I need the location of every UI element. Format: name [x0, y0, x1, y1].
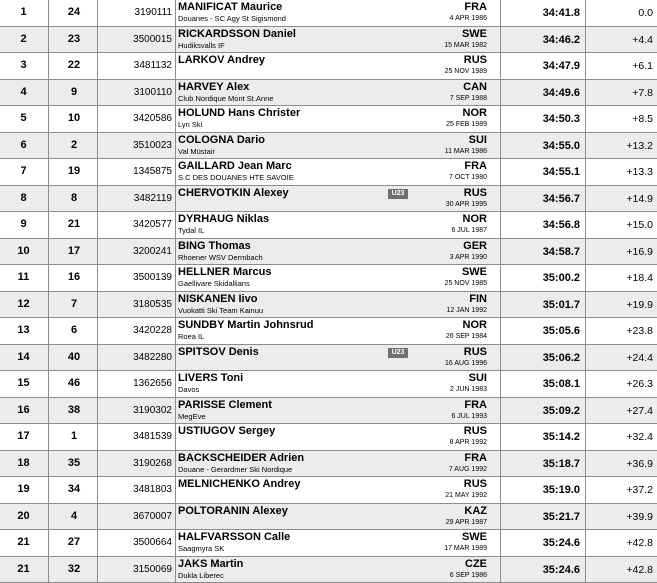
fis-code-cell: 3481539: [133, 431, 172, 442]
finish-time: 34:55.1: [542, 166, 580, 178]
nation-code: RUS: [463, 425, 487, 437]
bib-cell: 7: [70, 297, 78, 310]
bib-cell: 4: [70, 509, 78, 522]
fis-code-cell: 3670007: [133, 510, 172, 522]
finish-time: 35:06.2: [542, 351, 580, 364]
nation-code: FRA: [464, 160, 487, 172]
birth-date: 7 OCT 1980: [448, 174, 487, 181]
time-behind: +32.4: [626, 431, 653, 443]
rank-cell: 20: [17, 509, 30, 522]
birth-date: 3 APR 1990: [449, 253, 487, 261]
fis-code-cell: 3510023: [133, 139, 172, 151]
athlete-name: POLTORANIN Alexey: [178, 504, 288, 517]
birth-date: 30 APR 1995: [445, 200, 487, 208]
time-behind: +13.3: [626, 166, 653, 178]
birth-date: 8 APR 1992: [449, 439, 487, 446]
rank-cell: 7: [20, 165, 27, 177]
birth-date: 25 NOV 1989: [444, 68, 487, 75]
birth-date: 6 SEP 1986: [449, 571, 487, 579]
fis-code-cell: 1362656: [133, 378, 172, 389]
finish-time: 35:21.7: [542, 510, 580, 523]
finish-time: 35:24.6: [542, 537, 580, 549]
finish-time: 35:18.7: [542, 457, 580, 470]
birth-date: 16 AUG 1996: [444, 359, 487, 367]
bib-cell: 32: [67, 562, 81, 575]
birth-date: 25 FEB 1989: [446, 121, 487, 128]
nation-code: CAN: [463, 80, 487, 93]
u23-badge: U23: [388, 348, 408, 358]
bib-cell: 10: [67, 112, 81, 124]
table-row: [0, 80, 657, 107]
nation-code: GER: [463, 239, 487, 252]
nation-code: KAZ: [464, 504, 487, 517]
nation-code: NOR: [462, 107, 487, 119]
rank-cell: 13: [17, 324, 30, 336]
nation-code: RUS: [463, 345, 487, 358]
birth-date: 26 SEP 1984: [445, 333, 487, 340]
rank-cell: 14: [17, 350, 30, 363]
birth-date: 12 JAN 1992: [446, 306, 487, 314]
rank-cell: 4: [20, 85, 27, 98]
athlete-name: USTIUGOV Sergey: [178, 425, 276, 437]
column-divider: [500, 0, 501, 583]
bib-cell: 40: [67, 350, 81, 363]
birth-date: 15 MAR 1982: [444, 41, 487, 49]
club-name: Rhoener WSV Dermbach: [178, 252, 263, 262]
nation-code: SWE: [461, 27, 487, 40]
fis-code-cell: 3420228: [133, 325, 172, 336]
finish-time: 34:47.9: [542, 60, 580, 72]
club-name: Gaellivare Skidallians: [178, 279, 250, 288]
finish-time: 34:55.0: [542, 139, 580, 152]
table-row: [0, 504, 657, 531]
rank-cell: 16: [17, 403, 30, 416]
table-row: [0, 53, 657, 80]
table-row: [0, 530, 657, 557]
fis-code-cell: 3481803: [133, 484, 172, 495]
club-name: Douane - Gerardmer Ski Nordique: [178, 464, 293, 474]
athlete-name: HALFVARSSON Calle: [178, 531, 291, 543]
table-row: [0, 318, 657, 345]
rank-cell: 10: [17, 244, 30, 257]
rank-cell: 8: [20, 191, 27, 204]
rank-cell: 17: [17, 430, 30, 442]
fis-code-cell: 3100110: [133, 86, 172, 98]
time-behind: +8.5: [632, 113, 653, 125]
fis-code-cell: 3482280: [133, 351, 172, 363]
u23-badge: U23: [388, 189, 408, 199]
fis-code-cell: 3200241: [133, 245, 172, 257]
table-row: [0, 557, 657, 583]
finish-time: 35:05.6: [542, 325, 580, 337]
table-row: [0, 424, 657, 451]
nation-code: RUS: [463, 478, 487, 490]
bib-cell: 8: [70, 191, 78, 204]
bib-cell: 23: [67, 32, 81, 45]
athlete-name: RICKARDSSON Daniel: [178, 27, 296, 40]
time-behind: +27.4: [626, 404, 653, 417]
athlete-name: BACKSCHEIDER Adrien: [178, 451, 305, 464]
athlete-name: LIVERS Toni: [178, 372, 244, 384]
time-behind: +39.9: [626, 510, 653, 523]
birth-date: 7 AUG 1992: [448, 465, 487, 473]
finish-time: 34:56.8: [542, 219, 580, 231]
column-divider: [97, 0, 98, 583]
athlete-name: SPITSOV Denis: [178, 345, 259, 358]
birth-date: 4 APR 1986: [449, 15, 487, 22]
club-name: S.C DES DOUANES HTE SAVOIE: [178, 173, 294, 182]
nation-code: SUI: [468, 372, 487, 384]
table-row: [0, 398, 657, 425]
club-name: Roea IL: [178, 332, 205, 341]
nation-code: FRA: [464, 398, 487, 411]
club-name: Hudiksvalls IF: [178, 40, 225, 50]
rank-cell: 19: [17, 483, 30, 495]
birth-date: 2 JUN 1983: [450, 386, 487, 393]
athlete-name: NISKANEN Iivo: [178, 292, 258, 305]
table-row: [0, 371, 657, 398]
finish-time: 35:24.6: [542, 563, 580, 576]
fis-code-cell: 1345875: [133, 166, 172, 177]
nation-code: RUS: [463, 186, 487, 199]
finish-time: 34:41.8: [542, 7, 580, 19]
fis-code-cell: 3420586: [133, 113, 172, 124]
rank-cell: 15: [17, 377, 30, 389]
time-behind: +37.2: [626, 484, 653, 496]
bib-cell: 19: [67, 165, 81, 177]
finish-time: 34:49.6: [542, 86, 580, 99]
bib-cell: 1: [70, 430, 78, 442]
table-row: [0, 345, 657, 372]
time-behind: +16.9: [626, 245, 653, 258]
athlete-name: MELNICHENKO Andrey: [178, 478, 301, 490]
table-row: [0, 27, 657, 54]
time-behind: +26.3: [626, 378, 653, 390]
nation-code: SWE: [461, 266, 487, 278]
athlete-name: COLOGNA Dario: [178, 133, 265, 146]
nation-code: FIN: [469, 292, 487, 305]
finish-time: 35:01.7: [542, 298, 580, 311]
finish-time: 35:00.2: [542, 272, 580, 284]
time-behind: +24.4: [626, 351, 653, 364]
rank-cell: 21: [17, 562, 30, 575]
rank-cell: 6: [20, 138, 27, 151]
athlete-name: JAKS Martin: [178, 557, 244, 570]
table-row: [0, 0, 657, 27]
table-row: [0, 477, 657, 504]
table-row: [0, 186, 657, 213]
column-divider: [48, 0, 49, 583]
bib-cell: 27: [67, 536, 81, 548]
bib-cell: 46: [67, 377, 81, 389]
time-behind: +23.8: [626, 325, 653, 337]
bib-cell: 6: [70, 324, 78, 336]
club-name: Douanes - SC Agy St Sigismond: [178, 14, 286, 23]
fis-code-cell: 3190302: [133, 404, 172, 416]
rank-cell: 9: [20, 218, 27, 230]
rank-cell: 5: [20, 112, 27, 124]
nation-code: NOR: [462, 213, 487, 225]
club-name: Val Müstair: [178, 146, 215, 156]
athlete-name: HOLUND Hans Christer: [178, 107, 301, 119]
club-name: Davos: [178, 385, 200, 394]
birth-date: 11 MAR 1986: [444, 147, 487, 155]
table-row: [0, 451, 657, 478]
time-behind: 0.0: [638, 7, 653, 19]
bib-cell: 22: [67, 59, 81, 71]
nation-code: FRA: [464, 1, 487, 13]
fis-code-cell: 3420577: [133, 219, 172, 230]
athlete-name: PARISSE Clement: [178, 398, 272, 411]
bib-cell: 16: [67, 271, 81, 283]
fis-code-cell: 3190268: [133, 457, 172, 469]
fis-code-cell: 3481132: [133, 60, 172, 71]
time-behind: +19.9: [626, 298, 653, 311]
table-row: [0, 265, 657, 292]
athlete-name: BING Thomas: [178, 239, 251, 252]
bib-cell: 24: [67, 6, 81, 18]
table-row: [0, 212, 657, 239]
nation-code: CZE: [465, 557, 487, 570]
bib-cell: 9: [70, 85, 78, 98]
time-behind: +7.8: [632, 86, 653, 99]
table-row: [0, 239, 657, 266]
finish-time: 35:19.0: [542, 484, 580, 496]
finish-time: 34:46.2: [542, 33, 580, 46]
finish-time: 35:09.2: [542, 404, 580, 417]
finish-time: 35:08.1: [542, 378, 580, 390]
rank-cell: 3: [20, 59, 27, 71]
birth-date: 6 JUL 1993: [451, 412, 487, 420]
time-behind: +36.9: [626, 457, 653, 470]
nation-code: SWE: [461, 531, 487, 543]
time-behind: +13.2: [626, 139, 653, 152]
birth-date: 25 NOV 1985: [444, 280, 487, 287]
time-behind: +15.0: [626, 219, 653, 231]
athlete-name: GAILLARD Jean Marc: [178, 160, 292, 172]
bib-cell: 38: [67, 403, 81, 416]
time-behind: +42.8: [626, 563, 653, 576]
fis-code-cell: 3500664: [133, 537, 172, 548]
fis-code-cell: 3190111: [134, 7, 172, 18]
fis-code-cell: 3180535: [133, 298, 172, 310]
bib-cell: 35: [67, 456, 81, 469]
birth-date: 6 JUL 1987: [451, 227, 487, 234]
table-row: [0, 292, 657, 319]
athlete-name: LARKOV Andrey: [178, 54, 265, 66]
nation-code: NOR: [462, 319, 487, 331]
finish-time: 34:56.7: [542, 192, 580, 205]
club-name: Club Nordique Mont St.Anne: [178, 93, 274, 103]
time-behind: +4.4: [632, 33, 653, 46]
bib-cell: 2: [70, 138, 78, 151]
fis-code-cell: 3500139: [133, 272, 172, 283]
finish-time: 35:14.2: [542, 431, 580, 443]
nation-code: SUI: [468, 133, 487, 146]
club-name: Saagmyra SK: [178, 544, 225, 553]
club-name: Vuokatti Ski Team Kainuu: [178, 305, 264, 315]
table-row: [0, 159, 657, 186]
bib-cell: 17: [67, 244, 81, 257]
athlete-name: HELLNER Marcus: [178, 266, 272, 278]
nation-code: FRA: [464, 451, 487, 464]
athlete-name: HARVEY Alex: [178, 80, 250, 93]
birth-date: 7 SEP 1988: [449, 94, 487, 102]
rank-cell: 21: [17, 536, 30, 548]
birth-date: 21 MAY 1992: [445, 492, 487, 499]
time-behind: +42.8: [626, 537, 653, 549]
rank-cell: 2: [20, 32, 27, 45]
rank-cell: 18: [17, 456, 30, 469]
table-row: [0, 106, 657, 133]
fis-code-cell: 3150069: [133, 563, 172, 575]
club-name: Lyn Ski: [178, 120, 203, 129]
athlete-name: DYRHAUG Niklas: [178, 213, 270, 225]
time-behind: +18.4: [626, 272, 653, 284]
birth-date: 29 APR 1987: [445, 518, 487, 526]
column-divider: [175, 0, 176, 583]
rank-cell: 12: [17, 297, 30, 310]
time-behind: +6.1: [632, 60, 653, 72]
athlete-name: CHERVOTKIN Alexey: [178, 186, 289, 199]
club-name: MegEve: [178, 411, 206, 421]
fis-code-cell: 3500015: [133, 33, 172, 45]
rank-cell: 11: [17, 271, 30, 283]
rank-cell: 1: [20, 6, 27, 18]
athlete-name: SUNDBY Martin Johnsrud: [178, 319, 314, 331]
club-name: Dukla Liberec: [178, 570, 224, 580]
bib-cell: 34: [67, 483, 81, 495]
nation-code: RUS: [463, 54, 487, 66]
column-divider: [585, 0, 586, 583]
finish-time: 34:50.3: [542, 113, 580, 125]
birth-date: 17 MAR 1989: [444, 545, 487, 552]
table-row: [0, 133, 657, 160]
club-name: Tydal IL: [178, 226, 205, 235]
athlete-name: MANIFICAT Maurice: [178, 1, 283, 13]
time-behind: +14.9: [626, 192, 653, 205]
bib-cell: 21: [67, 218, 81, 230]
finish-time: 34:58.7: [542, 245, 580, 258]
fis-code-cell: 3482119: [133, 192, 172, 204]
